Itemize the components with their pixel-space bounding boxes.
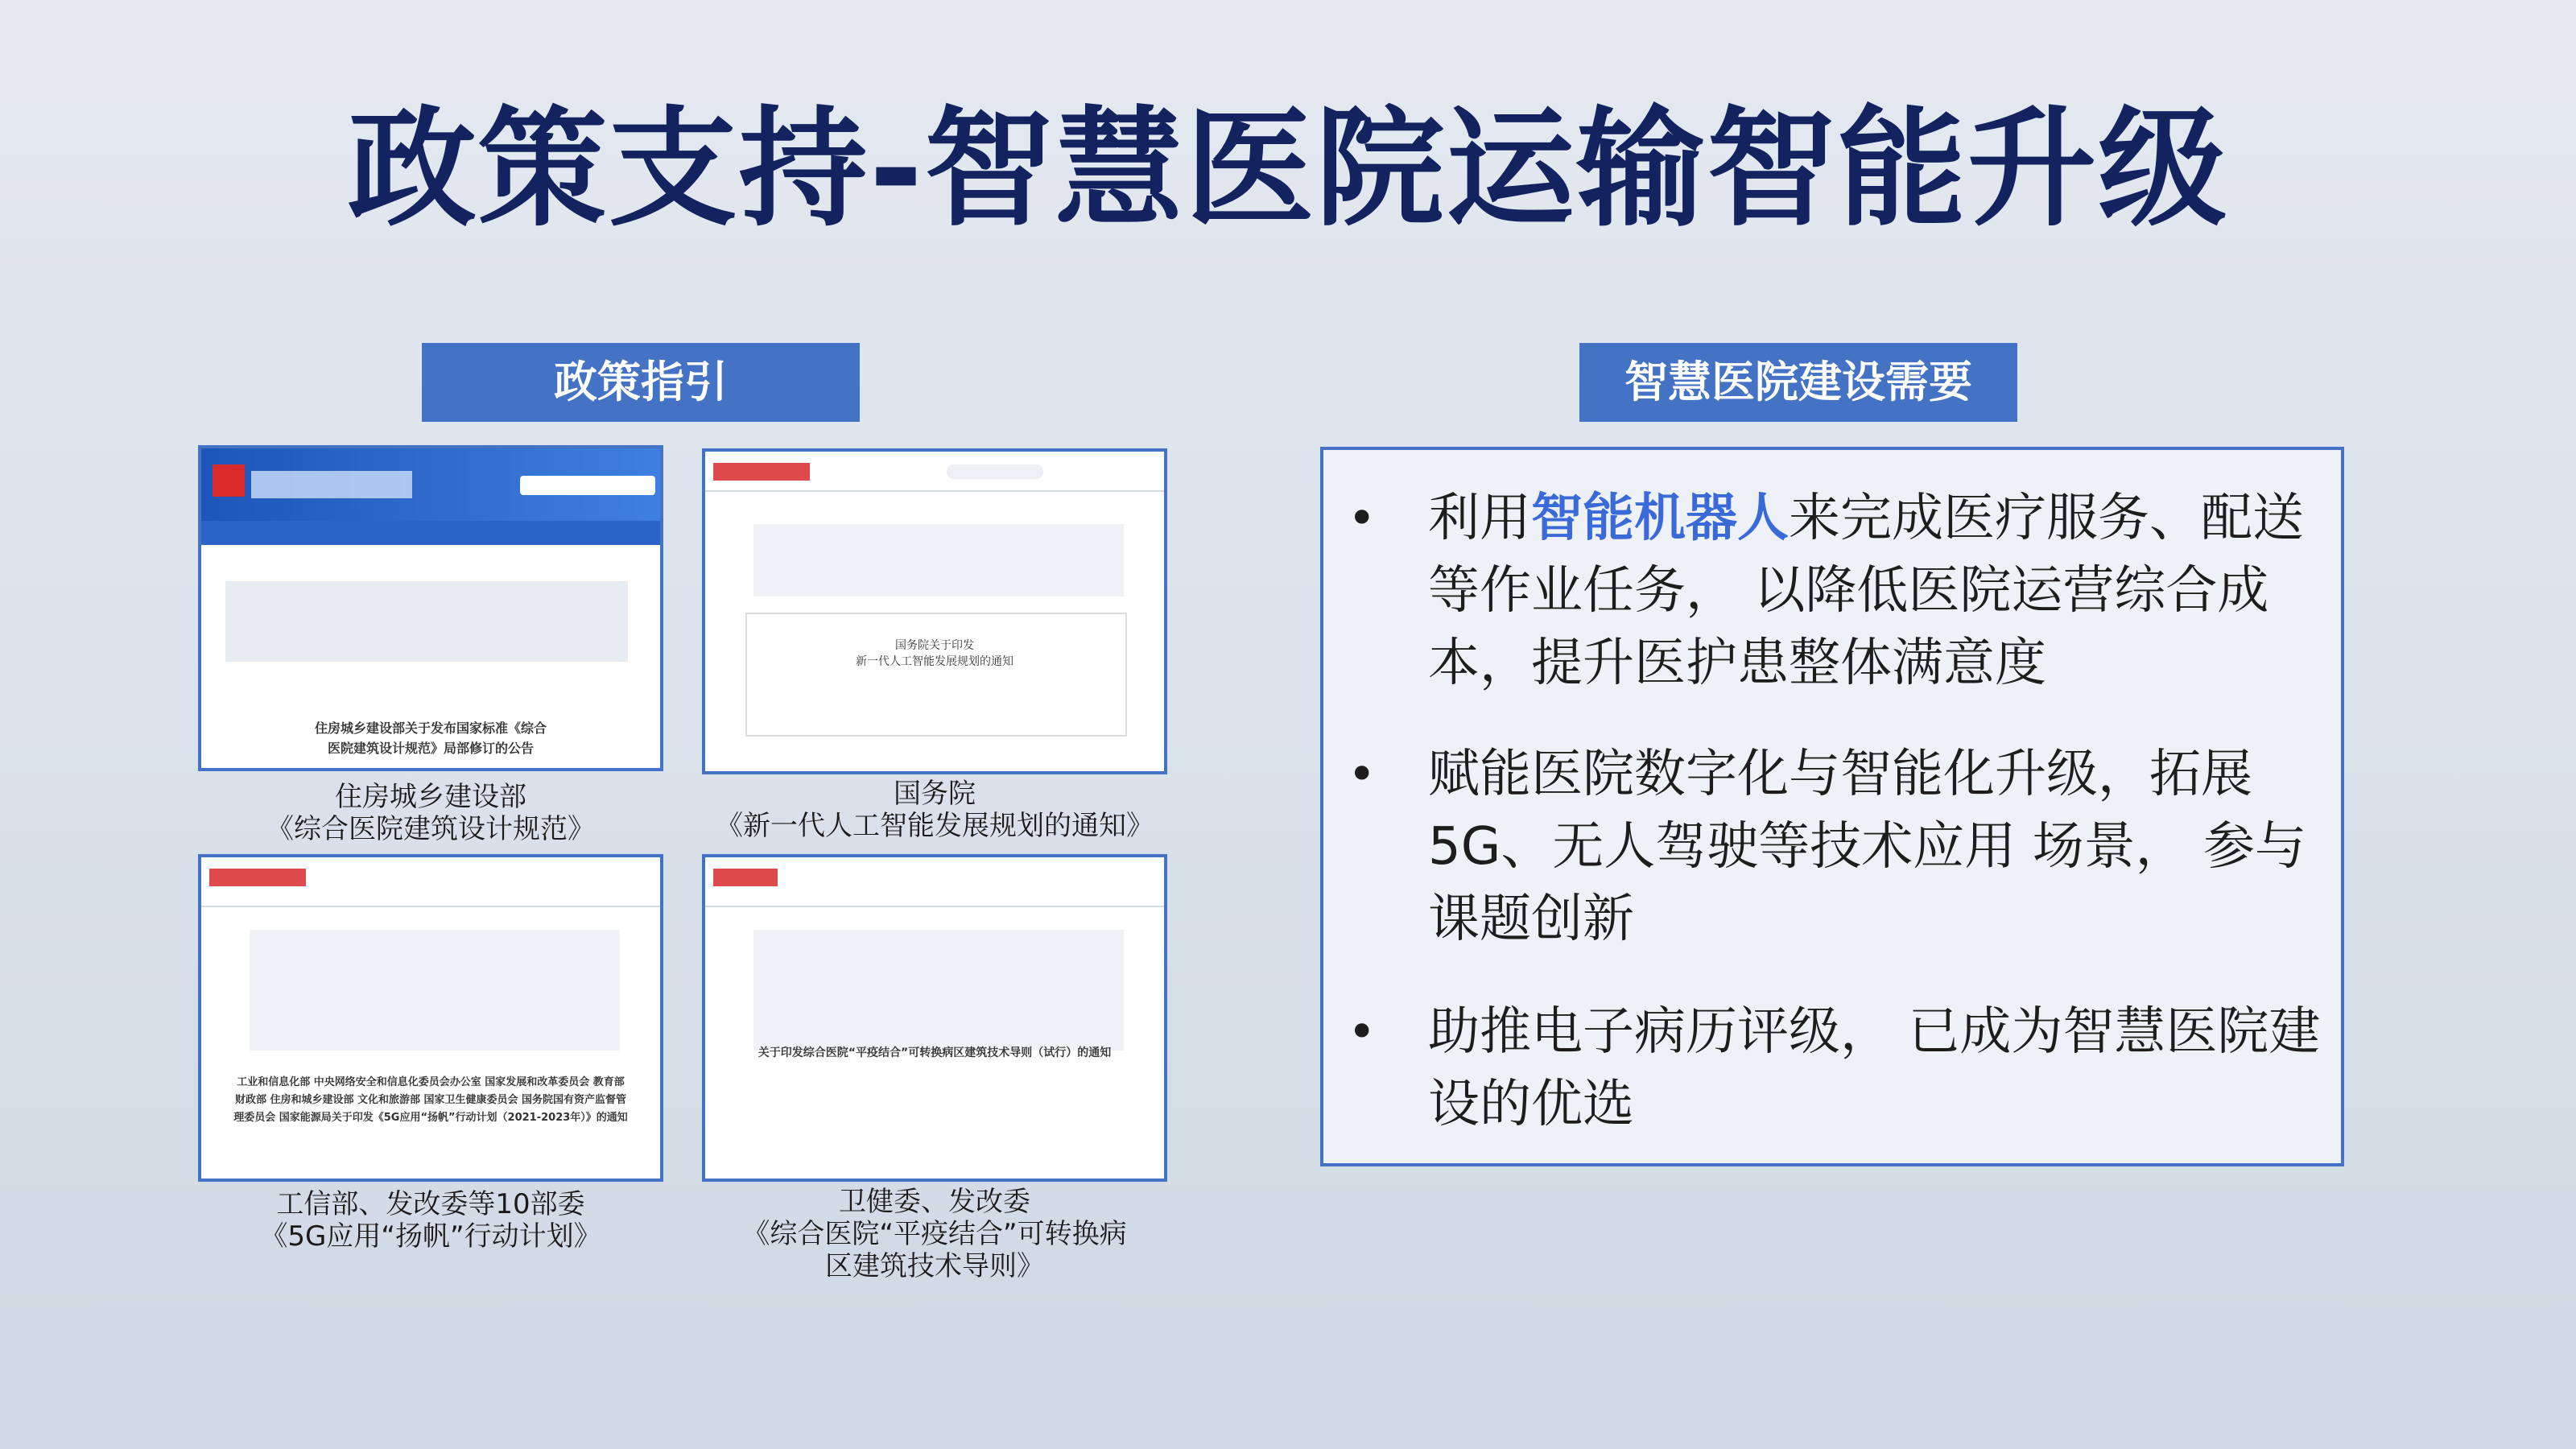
bullet-text — [1428, 482, 2346, 700]
doc-title-line: 医院建筑设计规范》局部修订的公告 — [327, 741, 534, 756]
page-title: 政策支持-智慧医院运输智能升级 — [347, 93, 2229, 244]
caption-line: 区建筑技术导则》 — [825, 1250, 1044, 1282]
needs-panel — [1320, 447, 2344, 1166]
site-banner — [201, 448, 660, 521]
doc-title-line: 国务院关于印发 — [895, 639, 974, 652]
caption-line: 《综合医院建筑设计规范》 — [266, 813, 595, 845]
doc-title-line: 工业和信息化部 中央网络安全和信息化委员会办公室 国家发展和改革委员会 教育部 — [237, 1076, 625, 1088]
doc-title-line: 新一代人工智能发展规划的通知 — [856, 655, 1013, 668]
caption-line: 国务院 — [894, 778, 976, 810]
bullet-text: 助推电子病历评级， 已成为智慧医院建设的优选 — [1428, 1002, 2321, 1134]
doc-caption — [198, 1188, 663, 1253]
doc-title-line: 关于印发综合医院“平疫结合”可转换病区建筑技术导则（试行）的通知 — [758, 1046, 1112, 1059]
doc-title-line: 理委员会 国家能源局关于印发《5G应用“扬帆”行动计划（2021-2023年）》的通知 — [233, 1112, 628, 1124]
caption-line: 工信部、发改委等10部委 — [276, 1188, 585, 1220]
bullet-dot: • — [1348, 1004, 1377, 1060]
bullet-text-pre: 利用 — [1428, 489, 1531, 548]
caption-line: 卫健委、发改委 — [839, 1186, 1030, 1218]
policy-guidance-header: 政策指引 — [422, 343, 860, 422]
doc-thumbnail-nhc-guideline — [702, 854, 1167, 1182]
caption-line: 住房城乡建设部 — [335, 781, 526, 813]
bullet-highlight: 智能机器人 — [1531, 489, 1789, 548]
doc-caption — [198, 781, 663, 845]
doc-caption — [684, 778, 1185, 842]
doc-caption — [684, 1186, 1185, 1282]
doc-title-line: 财政部 住房和城乡建设部 文化和旅游部 国家卫生健康委员会 国务院国有资产监督管 — [234, 1094, 627, 1106]
caption-line: 《综合医院“平疫结合”可转换病 — [742, 1218, 1127, 1250]
bullet-text: 赋能医院数字化与智能化升级，拓展5G、无人驾驶等技术应用 场景， 参与课题创新 — [1428, 745, 2306, 949]
doc-thumbnail-mohurd — [198, 445, 663, 771]
bullet-dot: • — [1348, 490, 1377, 547]
bullet-dot: • — [1348, 746, 1377, 803]
smart-hospital-needs-header: 智慧医院建设需要 — [1579, 343, 2017, 422]
caption-line: 《5G应用“扬帆”行动计划》 — [260, 1220, 601, 1253]
doc-title-line: 住房城乡建设部关于发布国家标准《综合 — [314, 720, 547, 736]
doc-thumbnail-state-council — [702, 448, 1167, 774]
bullet-text-post: 来完成医疗服务、配送等作业任务， 以降低医院运营综合成本，提升医护患整体满意度 — [1428, 489, 2304, 693]
caption-line: 《新一代人工智能发展规划的通知》 — [716, 810, 1154, 842]
doc-thumbnail-miit-5g — [198, 854, 663, 1182]
